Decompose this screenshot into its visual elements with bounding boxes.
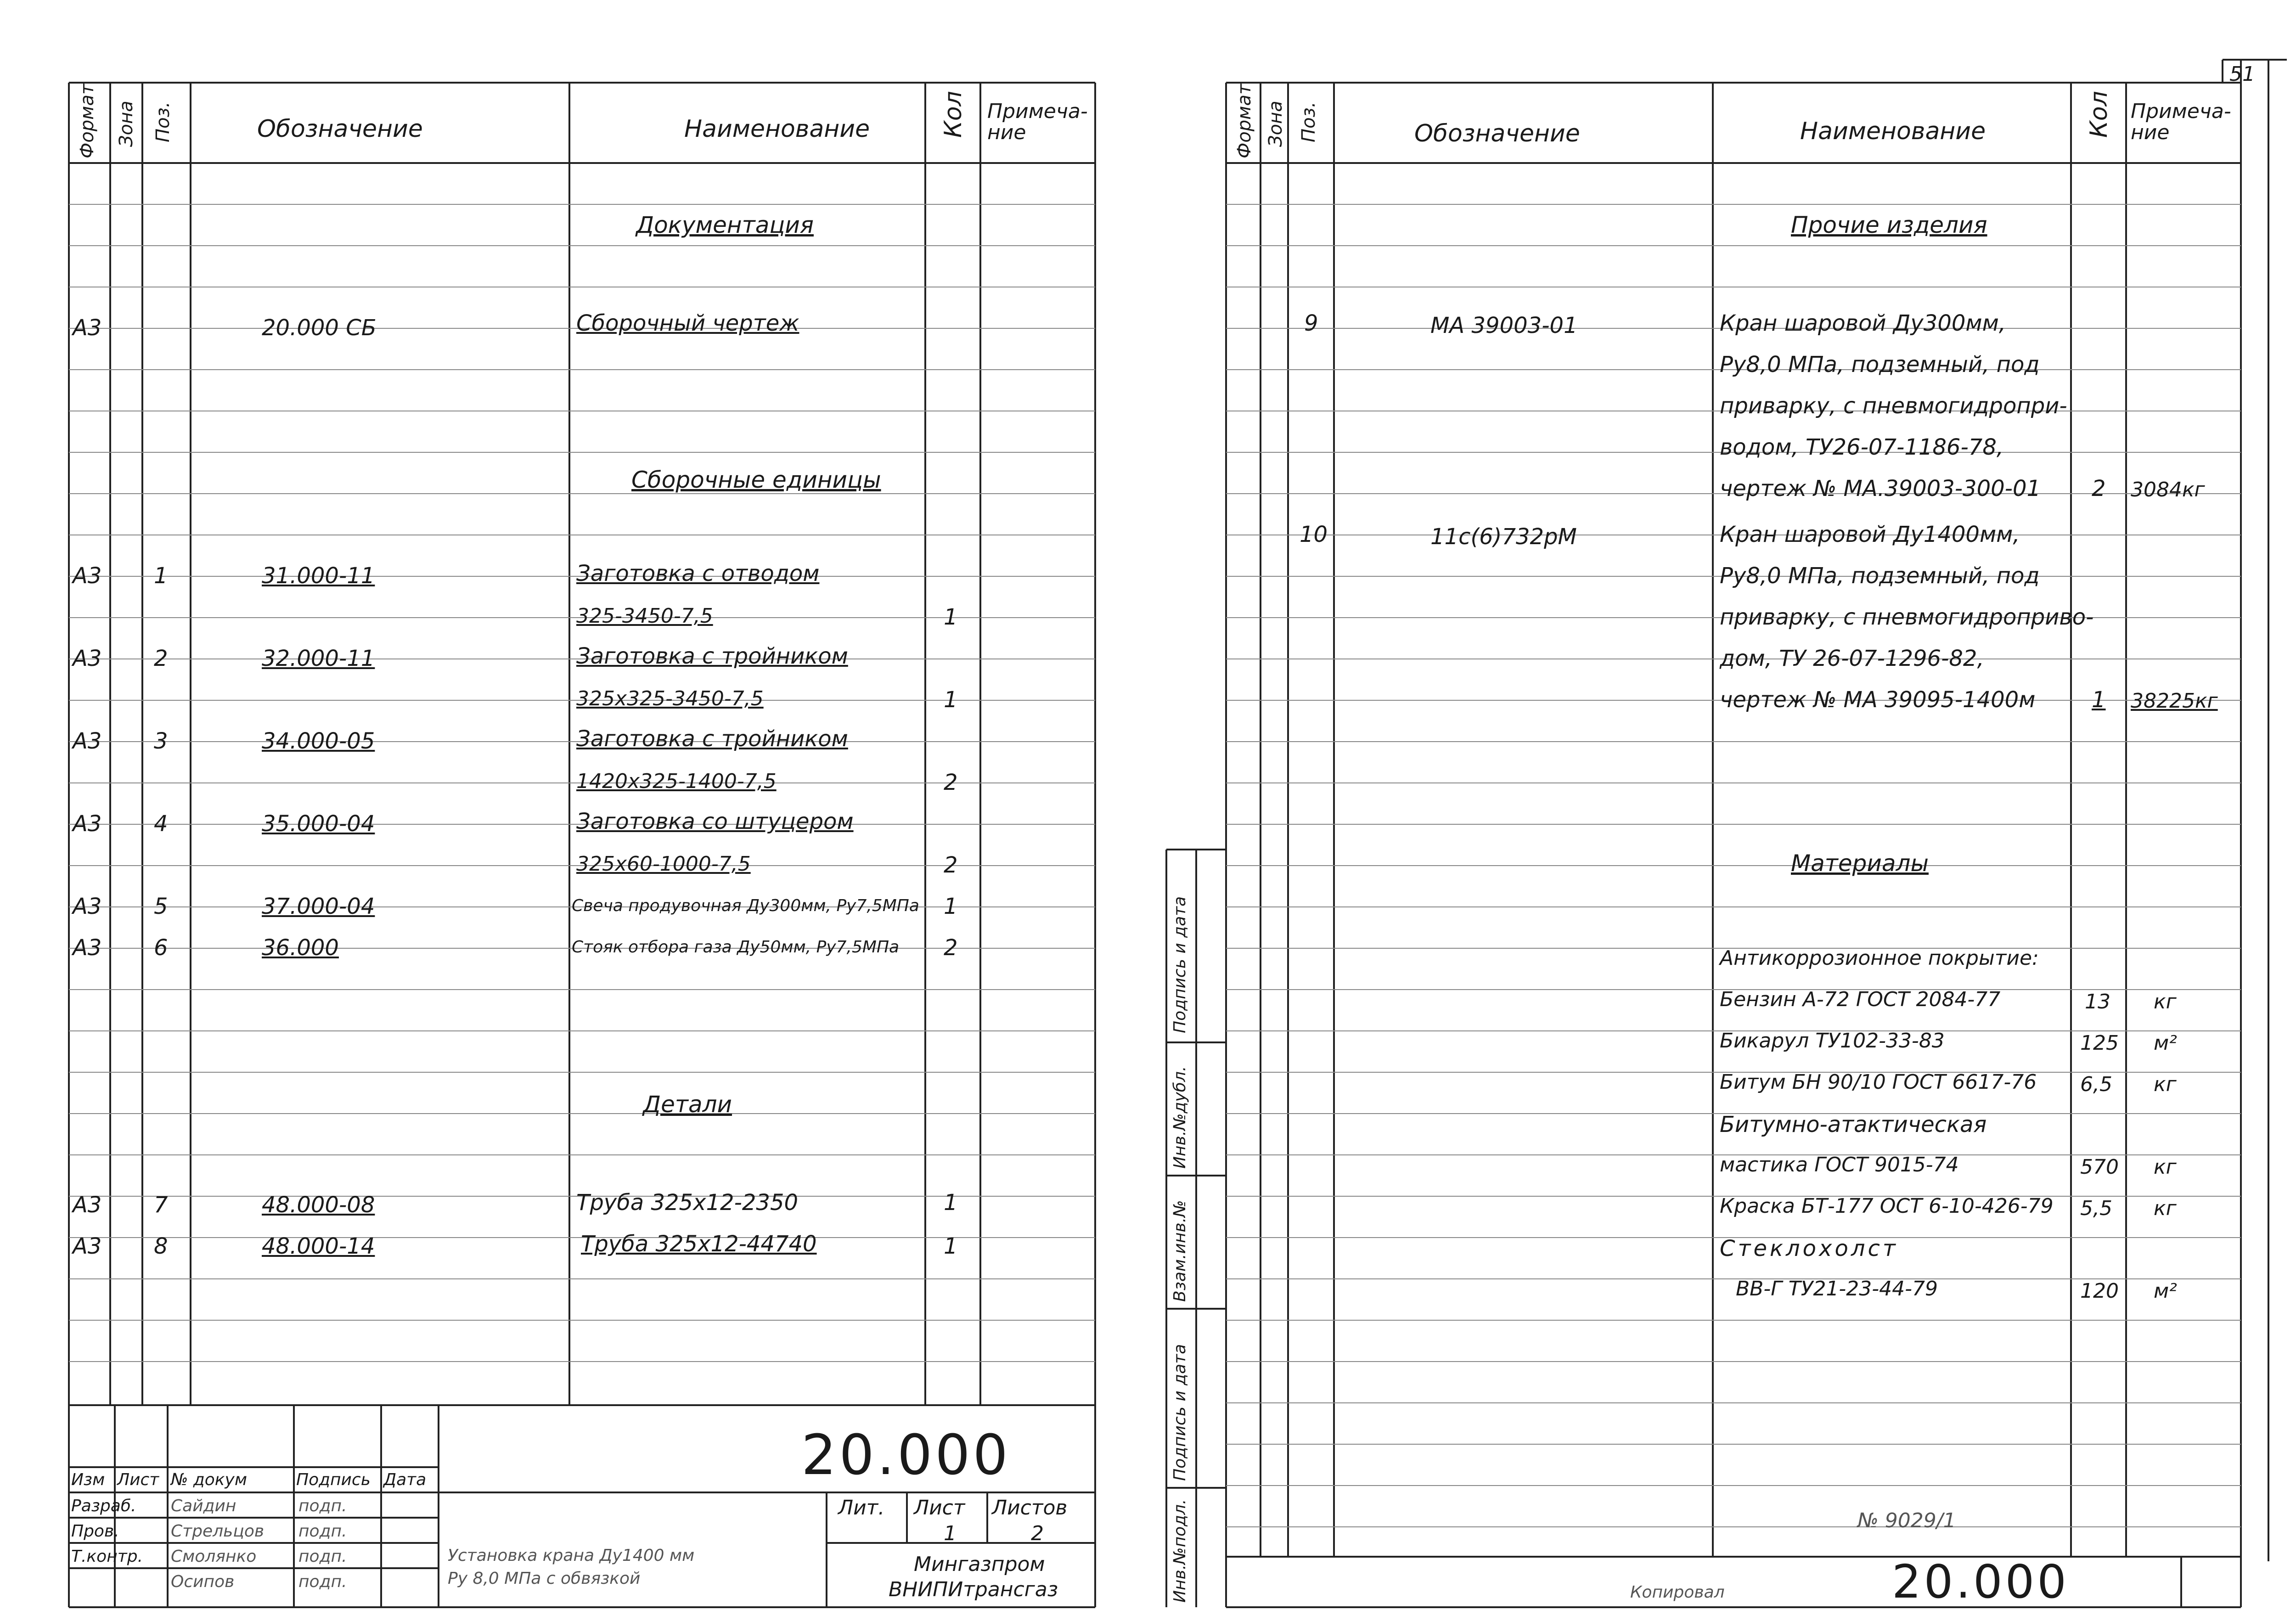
footer-doc-number: 20.000 (1892, 1555, 2069, 1609)
tb-role-1: Пров. (71, 1522, 119, 1541)
row4-format: А3 (73, 811, 102, 837)
row5-format: А3 (73, 894, 102, 919)
row1-designation: 31.000-11 (262, 563, 375, 589)
mat-6-name: Стеклохолст (1720, 1236, 1898, 1261)
mat-0-name: Бензин А-72 ГОСТ 2084-77 (1720, 988, 2001, 1011)
row8-qty: 1 (944, 1233, 958, 1259)
tb-sheet-label: Лист (914, 1496, 965, 1520)
row7-name: Труба 325х12-2350 (576, 1190, 799, 1216)
mat-0-qty: 13 (2085, 990, 2110, 1013)
mat-1-name: Бикарул ТУ102-33-83 (1720, 1029, 1945, 1053)
tb-org2: ВНИПИтрансгаз (889, 1578, 1058, 1601)
stamp-sign-date-1: Подпись и дата (1171, 896, 1189, 1033)
row5-pos: 5 (154, 894, 168, 919)
row4-qty: 2 (944, 852, 958, 878)
row3-pos: 3 (154, 728, 168, 754)
r-header-zone: Зона (1265, 101, 1286, 147)
item10-line2: Ру8,0 МПа, подземный, под (1720, 563, 2040, 589)
header-note: Примеча-ние (987, 100, 1088, 145)
row2-qty: 1 (944, 687, 958, 713)
item10-line3: приварку, с пневмогидроприво- (1720, 604, 2094, 630)
r-header-qty: Кол (2085, 91, 2113, 138)
row4-designation: 35.000-04 (262, 811, 375, 837)
mat-2-qty: 6,5 (2080, 1073, 2112, 1096)
row3-designation: 34.000-05 (262, 728, 375, 754)
left-grid (0, 0, 1120, 1621)
bottom-number: № 9029/1 (1857, 1509, 1956, 1532)
stamp-sign-date-2: Подпись и дата (1171, 1344, 1189, 1481)
tb-sign-3: подп. (298, 1572, 347, 1591)
mat-4-qty: 570 (2080, 1155, 2119, 1179)
r-header-pos: Поз. (1298, 101, 1319, 142)
row2-pos: 2 (154, 646, 168, 671)
header-designation: Обозначение (257, 115, 423, 143)
item9-line5: чертеж № МА.39003-300-01 (1720, 476, 2041, 501)
tb-list: Лист (117, 1470, 159, 1489)
stamp-vzam-inv: Взам.инв.№ (1171, 1200, 1189, 1302)
row1-name: Заготовка с отводом (576, 561, 820, 586)
tb-izm: Изм (71, 1470, 105, 1489)
row5-designation: 37.000-04 (262, 894, 375, 919)
row2-format: А3 (73, 646, 102, 671)
mat-5-name: Краска БТ-177 ОСТ 6-10-426-79 (1720, 1194, 2054, 1218)
section-details: Детали (643, 1091, 732, 1118)
row3-name: Заготовка с тройником (576, 726, 848, 752)
row4-name2: 325х60-1000-7,5 (576, 852, 751, 876)
header-zone: Зона (116, 101, 137, 147)
doc-format: А3 (73, 315, 102, 341)
row5-qty: 1 (944, 894, 958, 919)
item10-line5: чертеж № МА 39095-1400м (1720, 687, 2036, 713)
mat-2-name: Битум БН 90/10 ГОСТ 6617-76 (1720, 1070, 2037, 1094)
header-pos: Поз. (152, 101, 174, 142)
tb-doc: № докум (171, 1470, 248, 1489)
item9-pos: 9 (1304, 310, 1318, 336)
right-sheet (1148, 0, 2296, 1621)
r-header-format: Формат (1234, 84, 1255, 158)
mat-4-name: мастика ГОСТ 9015-74 (1720, 1153, 1959, 1176)
row8-format: А3 (73, 1233, 102, 1259)
item9-designation: МА 39003-01 (1430, 313, 1578, 338)
tb-lit-label: Лит. (838, 1496, 885, 1520)
row1-format: А3 (73, 563, 102, 589)
row1-pos: 1 (154, 563, 168, 589)
mat-7-name: ВВ-Г ТУ21-23-44-79 (1736, 1277, 1938, 1300)
tb-role-0: Разраб. (71, 1497, 136, 1515)
mat-3-name: Битумно-атактическая (1720, 1112, 1987, 1137)
tb-title-line1: Установка крана Ду1400 мм (448, 1546, 695, 1565)
stamp-inv-podl: Инв.№подл. (1171, 1499, 1189, 1603)
row1-qty: 1 (944, 604, 958, 630)
row4-pos: 4 (154, 811, 168, 837)
header-qty: Кол (940, 91, 967, 138)
row8-pos: 8 (154, 1233, 168, 1259)
row2-designation: 32.000-11 (262, 646, 375, 671)
row3-format: А3 (73, 728, 102, 754)
row7-qty: 1 (944, 1190, 958, 1216)
mat-1-qty: 125 (2080, 1031, 2119, 1055)
row1-name2: 325-3450-7,5 (576, 604, 713, 628)
item10-line4: дом, ТУ 26-07-1296-82, (1720, 646, 1984, 671)
section-assembly-units: Сборочные единицы (631, 467, 881, 493)
doc-name: Сборочный чертеж (576, 310, 799, 336)
item9-line2: Ру8,0 МПа, подземный, под (1720, 352, 2040, 377)
row7-designation: 48.000-08 (262, 1192, 375, 1218)
header-format: Формат (77, 84, 98, 158)
tb-name-0: Сайдин (171, 1497, 236, 1515)
row2-name: Заготовка с тройником (576, 643, 848, 669)
row8-name: Труба 325х12-44740 (581, 1231, 817, 1257)
tb-sheets-label: Листов (992, 1496, 1068, 1520)
mat-0-unit: кг (2154, 990, 2177, 1013)
tb-sign-1: подп. (298, 1522, 347, 1541)
row6-name: Стояк отбора газа Ду50мм, Ру7,5МПа (572, 938, 900, 957)
item10-line1: Кран шаровой Ду1400мм, (1720, 522, 2020, 547)
right-grid (1148, 0, 2296, 1621)
tb-sign-2: подп. (298, 1547, 347, 1566)
page-number: 51 (2229, 62, 2255, 86)
tb-org1: Мингазпром (914, 1553, 1045, 1576)
title-doc-number: 20.000 (801, 1424, 1011, 1487)
coating-title: Антикоррозионное покрытие: (1720, 946, 2039, 970)
item10-designation: 11с(6)732рМ (1430, 524, 1577, 550)
mat-7-unit: м² (2154, 1279, 2177, 1303)
item9-line1: Кран шаровой Ду300мм, (1720, 310, 2006, 336)
tb-name-2: Смолянко (171, 1547, 257, 1566)
item9-line4: водом, ТУ26-07-1186-78, (1720, 434, 2004, 460)
row7-format: А3 (73, 1192, 102, 1218)
section-documentation: Документация (636, 212, 814, 238)
left-sheet (0, 0, 1120, 1621)
mat-7-qty: 120 (2080, 1279, 2119, 1303)
section-materials: Материалы (1791, 850, 1929, 877)
item9-line3: приварку, с пневмогидропри- (1720, 393, 2067, 419)
item9-qty: 2 (2092, 476, 2106, 501)
row5-name: Свеча продувочная Ду300мм, Ру7,5МПа (572, 896, 919, 915)
mat-4-unit: кг (2154, 1155, 2177, 1179)
tb-sign: Подпись (296, 1470, 371, 1489)
item10-pos: 10 (1300, 522, 1328, 547)
footer-small: Копировал (1630, 1583, 1725, 1602)
item9-note: 3084кг (2131, 478, 2205, 501)
mat-5-qty: 5,5 (2080, 1197, 2112, 1220)
doc-designation: 20.000 СБ (262, 315, 377, 341)
item10-note: 38225кг (2131, 689, 2218, 713)
item10-qty: 1 (2092, 687, 2106, 713)
mat-2-unit: кг (2154, 1073, 2177, 1096)
r-header-name: Наименование (1800, 118, 1986, 145)
row4-name: Заготовка со штуцером (576, 809, 854, 834)
tb-title-line2: Ру 8,0 МПа с обвязкой (448, 1569, 641, 1588)
mat-1-unit: м² (2154, 1031, 2177, 1055)
section-other-products: Прочие изделия (1791, 212, 1987, 238)
stamp-inv-dubl: Инв.№дубл. (1171, 1066, 1189, 1169)
row8-designation: 48.000-14 (262, 1233, 375, 1259)
row3-name2: 1420х325-1400-7,5 (576, 770, 777, 793)
r-header-note: Примеча-ние (2131, 100, 2231, 145)
mat-5-unit: кг (2154, 1197, 2177, 1220)
row3-qty: 2 (944, 770, 958, 795)
tb-sheets-value: 2 (1031, 1522, 1044, 1545)
tb-role-2: Т.контр. (71, 1547, 143, 1566)
row6-format: А3 (73, 935, 102, 961)
r-header-designation: Обозначение (1414, 120, 1580, 147)
tb-date: Дата (383, 1470, 427, 1489)
header-name: Наименование (684, 115, 870, 143)
row6-designation: 36.000 (262, 935, 339, 961)
tb-name-1: Стрельцов (171, 1522, 264, 1541)
tb-name-3: Осипов (171, 1572, 235, 1591)
tb-sheet-value: 1 (944, 1522, 957, 1545)
tb-sign-0: подп. (298, 1497, 347, 1515)
row6-pos: 6 (154, 935, 168, 961)
row2-name2: 325х325-3450-7,5 (576, 687, 764, 710)
row7-pos: 7 (154, 1192, 168, 1218)
row6-qty: 2 (944, 935, 958, 961)
